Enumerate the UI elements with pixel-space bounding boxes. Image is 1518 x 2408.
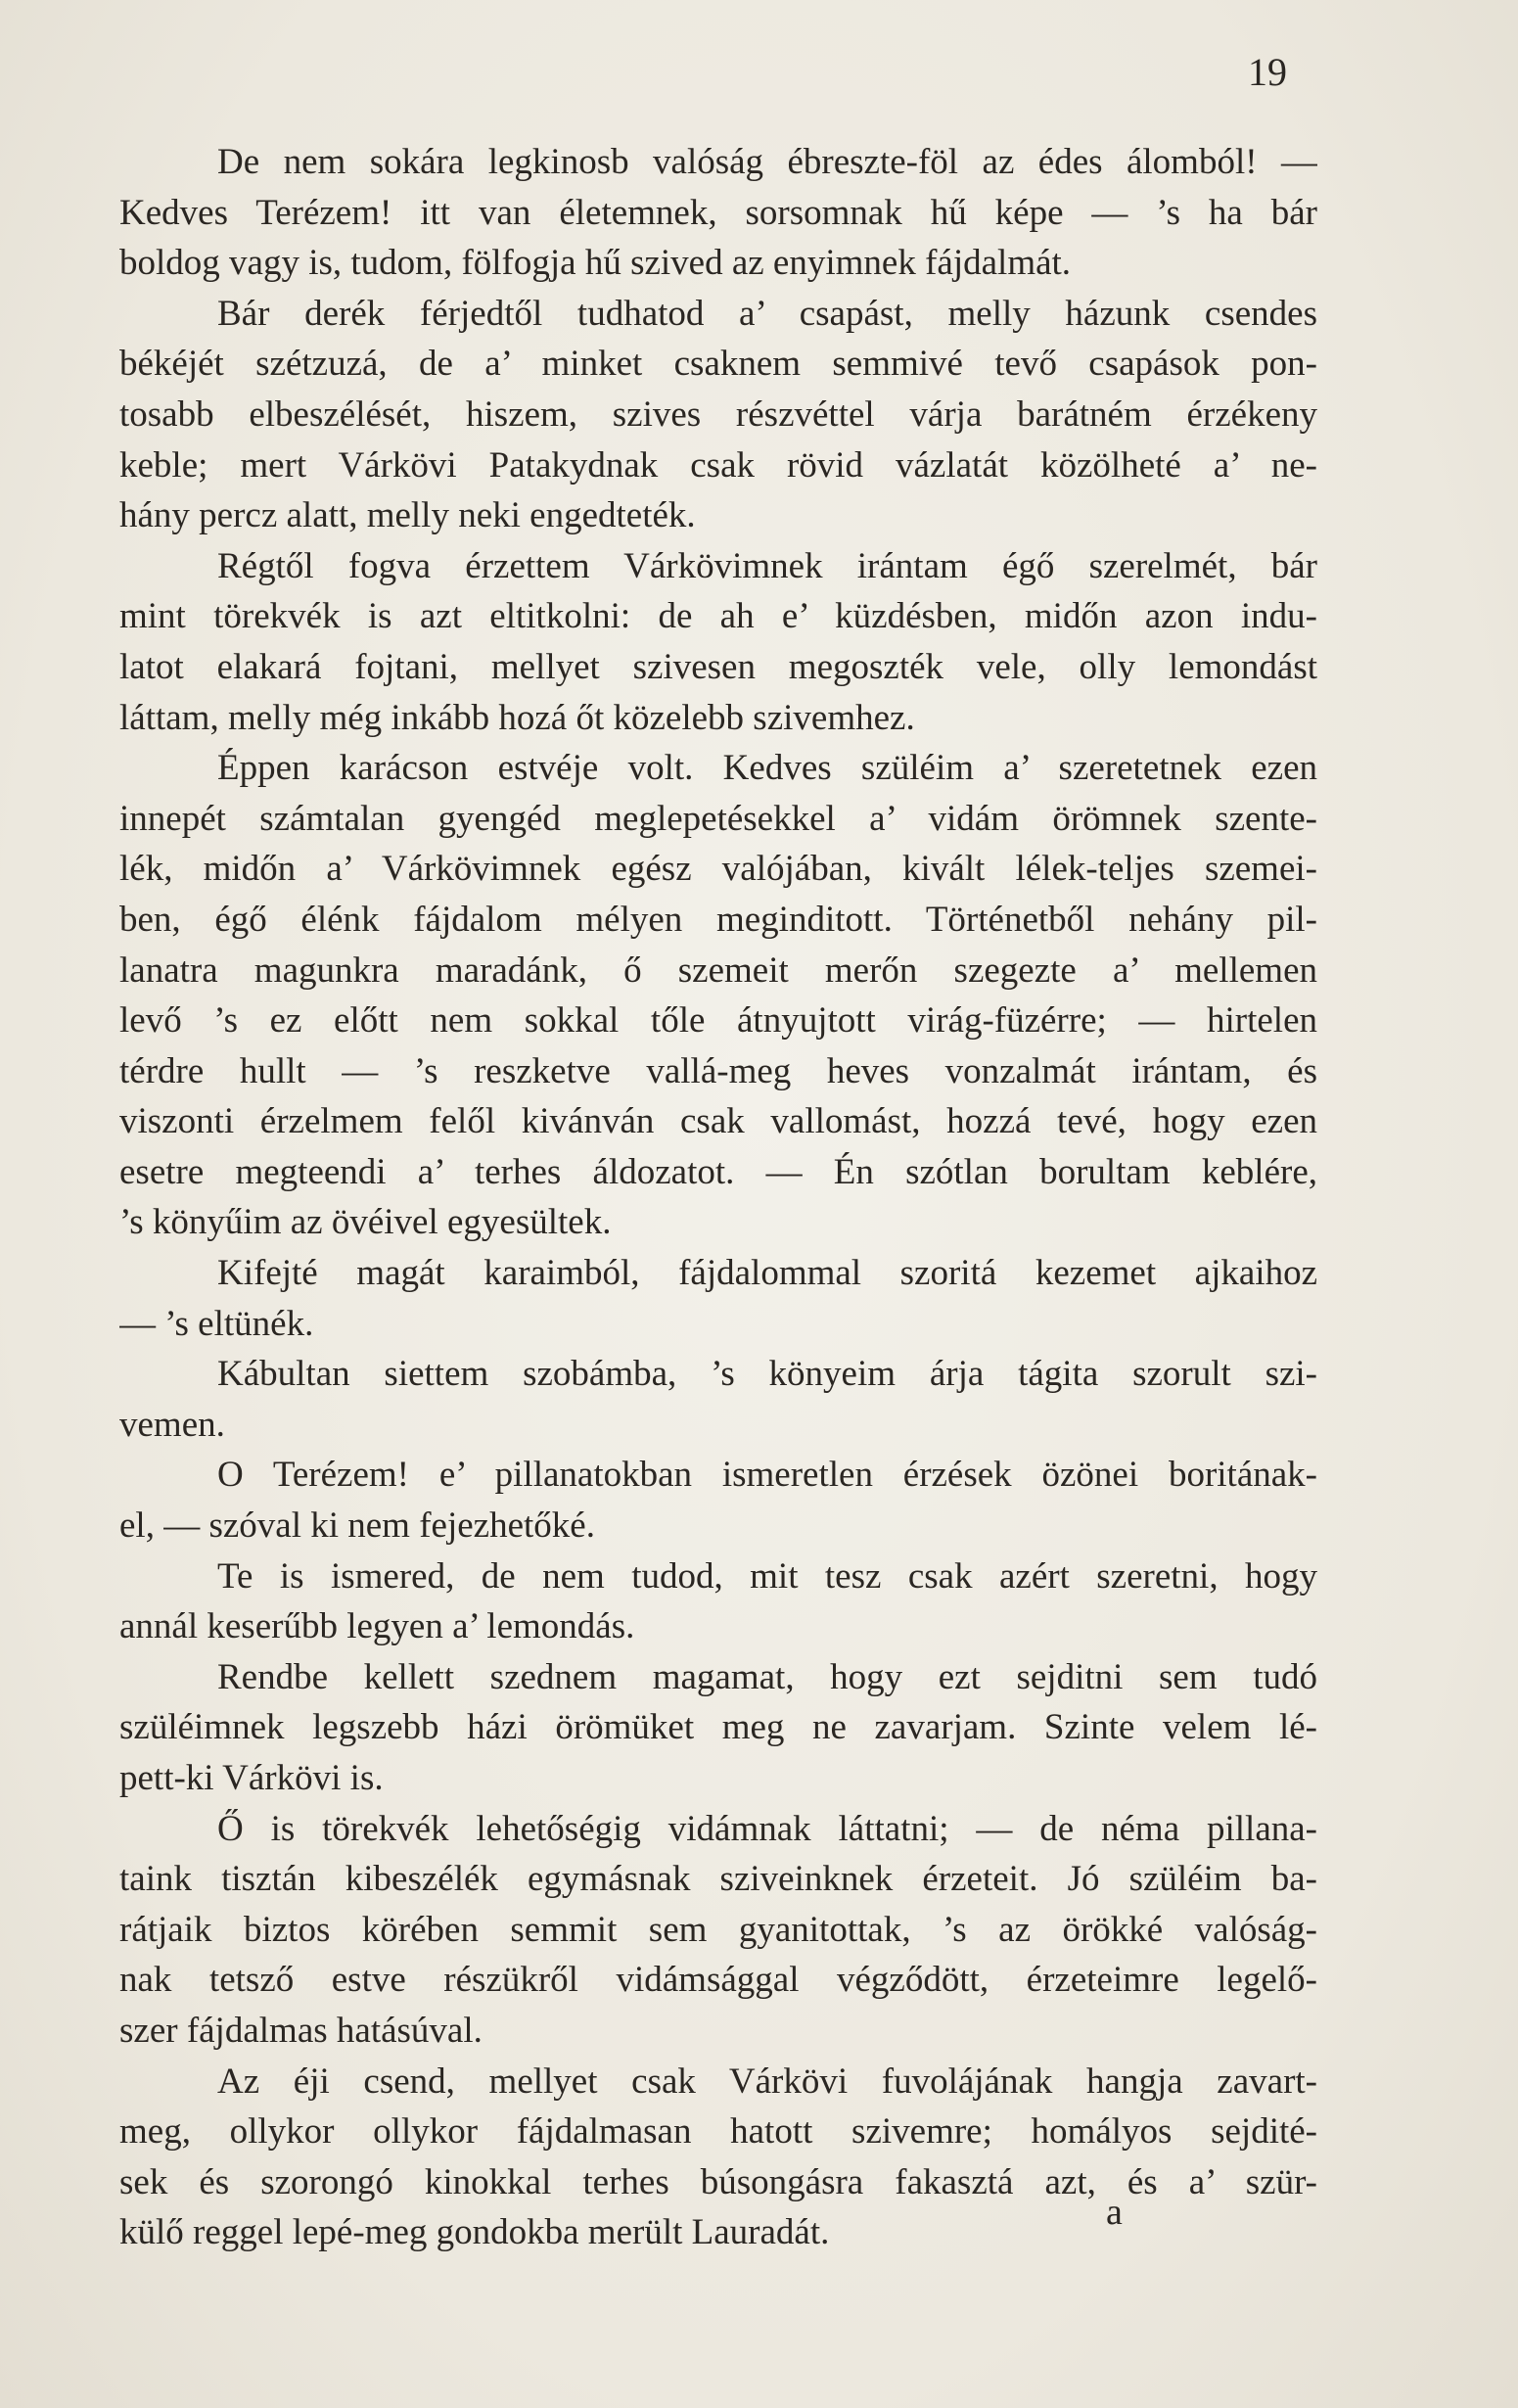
text-line: boldog vagy is, tudom, fölfogja hű szived az enyimnek fájdalmát. — [119, 243, 1072, 284]
text-line: el, — szóval ki nem fejezhetőké. — [119, 1505, 595, 1547]
paragraph-first-line: Te is ismered, de nem tudod, mit tesz csak azért szeretni, hogy — [217, 1555, 1317, 1597]
paragraph-first-line: Az éji csend, mellyet csak Várkövi fuvolájának hangja zavart- — [217, 2061, 1317, 2102]
text-line: nak tetsző estve részükről vidámsággal végződött, érzeteimre legelő- — [119, 1960, 1317, 2001]
text-line: keble; mert Várkövi Patakydnak csak rövid vázlatát közölheté a’ ne- — [119, 444, 1317, 486]
text-line: pett-ki Várkövi is. — [119, 1758, 384, 1798]
text-line: rátjaik biztos körében semmit sem gyanitottak, ’s az örökké valóság- — [119, 1909, 1317, 1950]
paragraph-first-line: Kifejté magát karaimból, fájdalommal szoritá kezemet ajkaihoz — [217, 1253, 1317, 1294]
text-line: esetre megteendi a’ terhes áldozatot. — Én szótlan borultam keblére, — [119, 1151, 1317, 1192]
text-line: latot elakará fojtani, mellyet szivesen megoszték vele, olly lemondást — [119, 646, 1317, 687]
text-line: térdre hullt — ’s reszketve vallá-meg heves vonzalmát irántam, és — [119, 1050, 1317, 1091]
text-line: ben, égő élénk fájdalom mélyen meginditott. Történetből nehány pil- — [119, 899, 1317, 940]
text-line: láttam, melly még inkább hozá őt közelebb szivemhez. — [119, 697, 915, 738]
paragraph-first-line: Kábultan siettem szobámba, ’s könyeim árja tágita szorult szi- — [217, 1354, 1317, 1395]
text-line: békéjét szétzuzá, de a’ minket csaknem semmivé tevő csapások pon- — [119, 344, 1317, 385]
text-line: vemen. — [119, 1404, 225, 1445]
text-line: szer fájdalmas hatásúval. — [119, 2010, 483, 2051]
text-line: taink tisztán kibeszélék egymásnak sziveinknek érzeteit. Jó szüléim ba- — [119, 1859, 1317, 1900]
text-line: tosabb elbeszélését, hiszem, szives részvéttel várja barátném érzékeny — [119, 394, 1317, 435]
body-text — [119, 137, 1317, 2258]
text-line: sek és szorongó kinokkal terhes búsongásra fakasztá azt, és a’ szür- — [119, 2161, 1317, 2202]
text-line: külő reggel lepé-meg gondokba merült Lauradát. — [119, 2212, 830, 2253]
text-line: innepét számtalan gyengéd meglepetésekkel a’ vidám örömnek szente- — [119, 798, 1317, 839]
paragraph-first-line: Ő is törekvék lehetőségig vidámnak láttatni; — de néma pillana- — [217, 1808, 1317, 1849]
signature-mark: a — [1106, 2192, 1123, 2233]
text-line: Kedves Terézem! itt van életemnek, sorsomnak hű képe — ’s ha bár — [119, 192, 1317, 233]
text-line: annál keserűbb legyen a’ lemondás. — [119, 1606, 635, 1647]
text-line: levő ’s ez előtt nem sokkal tőle átnyujtott virág-füzérre; — hirtelen — [119, 1000, 1317, 1042]
text-line: — ’s eltünék. — [119, 1303, 314, 1344]
text-line: mint törekvék is azt eltitkolni: de ah e’ küzdésben, midőn azon indu- — [119, 596, 1317, 637]
paragraph-first-line: De nem sokára legkinosb valóság ébreszte-föl az édes álomból! — — [217, 142, 1317, 182]
paragraph-first-line: Bár derék férjedtől tudhatod a’ csapást, melly házunk csendes — [217, 293, 1317, 334]
text-line: szüléimnek legszebb házi örömüket meg ne zavarjam. Szinte velem lé- — [119, 1707, 1317, 1748]
text-line: lék, midőn a’ Várkövimnek egész valójában, kivált lélek-teljes szemei- — [119, 849, 1317, 890]
paragraph-first-line: Régtől fogva érzettem Várkövimnek irántam égő szerelmét, bár — [217, 545, 1317, 586]
paragraph-first-line: O Terézem! e’ pillanatokban ismeretlen érzések özönei boritának- — [217, 1455, 1317, 1496]
text-line: lanatra magunkra maradánk, ő szemeit merőn szegezte a’ mellemen — [119, 949, 1317, 991]
page-number: 19 — [1248, 50, 1287, 94]
paragraph-first-line: Rendbe kellett szednem magamat, hogy ezt sejditni sem tudó — [217, 1656, 1317, 1697]
text-line: hány percz alatt, melly neki engedteték. — [119, 495, 696, 536]
text-line: meg, ollykor ollykor fájdalmasan hatott szivemre; homályos sejdité- — [119, 2111, 1317, 2153]
paragraph-first-line: Éppen karácson estvéje volt. Kedves szüléim a’ szeretetnek ezen — [217, 748, 1317, 789]
text-line: viszonti érzelmem felől kivánván csak vallomást, hozzá tevé, hogy ezen — [119, 1101, 1317, 1142]
text-line: ’s könyűim az övéivel egyesültek. — [119, 1202, 612, 1243]
